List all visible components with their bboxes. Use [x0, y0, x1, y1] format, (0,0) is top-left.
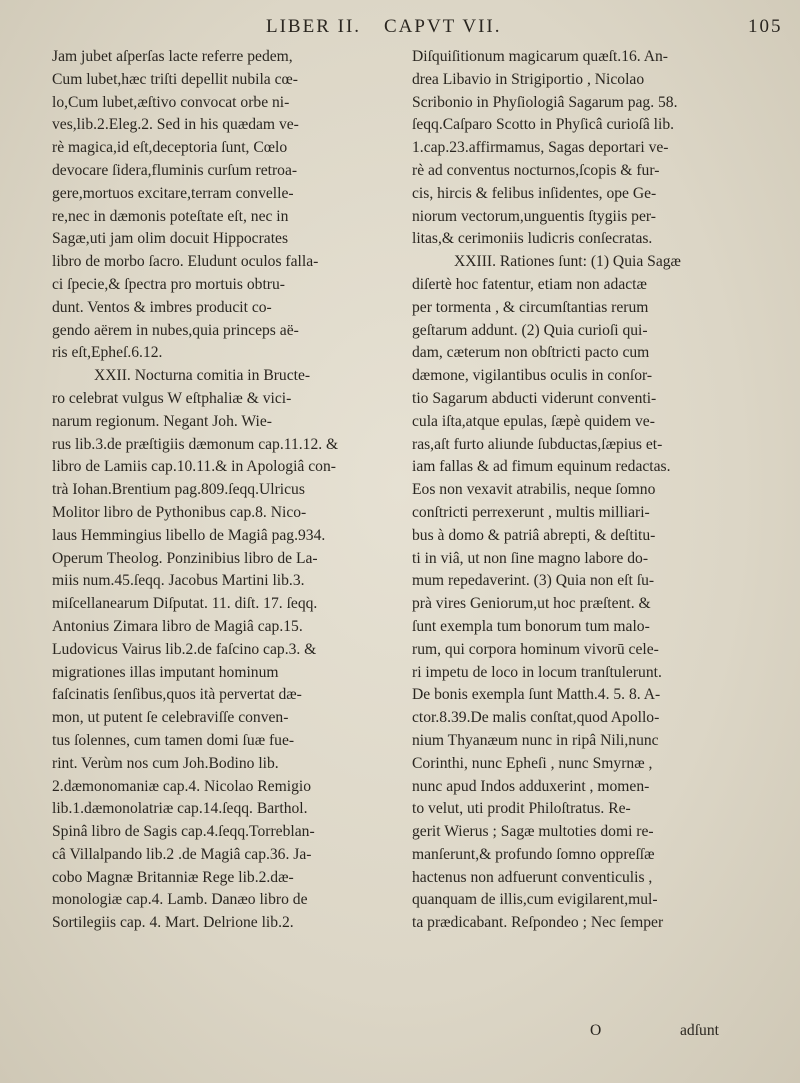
text-line: ctor.8.39.De malis conſtat,quod Apollo-: [412, 709, 660, 727]
text-line: Operum Theolog. Ponzinibius libro de La-: [52, 549, 318, 567]
text-line: devocare ſidera,fluminis curſum retroa-: [52, 161, 298, 179]
text-line: Molitor libro de Pythonibus cap.8. Nico-: [52, 503, 307, 521]
text-line: Ludovicus Vairus lib.2.de faſcino cap.3. &: [52, 640, 317, 658]
text-line: 1.cap.23.affirmamus, Sagas deportari ve-: [412, 139, 669, 157]
text-line: gendo aërem in nubes,quia princeps aë-: [52, 321, 299, 339]
text-line: hactenus non adfuerunt conventiculis ,: [412, 868, 653, 886]
text-line: cula iſta,atque epulas, ſæpè quidem ve-: [412, 412, 655, 430]
text-line: tio Sagarum abducti viderunt conventi-: [412, 389, 657, 407]
text-line: cobo Magnæ Britanniæ Rege lib.2.dæ-: [52, 868, 294, 886]
text-line: laus Hemmingius libello de Magiâ pag.934.: [52, 526, 326, 544]
text-line: rum, qui corpora hominum vivorū cele-: [412, 640, 659, 658]
text-line: ro celebrat vulgus W eſtphaliæ & vici-: [52, 389, 292, 407]
text-line: mon, ut putent ſe celebraviſſe conven-: [52, 709, 289, 727]
text-line: ta prædicabant. Reſpondeo ; Nec ſemper: [412, 914, 664, 932]
text-line: De bonis exempla ſunt Matth.4. 5. 8. A-: [412, 686, 661, 704]
text-line: gere,mortuos excitare,terram convelle-: [52, 184, 294, 202]
text-line: nunc apud Indos adduxerint , momen-: [412, 777, 650, 795]
text-line: miis num.45.ſeqq. Jacobus Martini lib.3.: [52, 572, 305, 590]
text-line: libro de Lamiis cap.10.11.& in Apologiâ con-: [52, 458, 336, 476]
running-header: [0, 16, 800, 42]
text-line: Cum lubet,hæc triſti depellit nubila cœ-: [52, 70, 298, 88]
text-line: rint. Verùm nos cum Joh.Bodino lib.: [52, 754, 279, 772]
right-text-column: [412, 46, 757, 935]
text-line: ras,aſt furto aliunde ſubductas,ſæpius et-: [412, 435, 663, 453]
text-line: to velut, uti prodit Philoſtratus. Re-: [412, 800, 631, 818]
text-line: geſtarum addunt. (2) Quia curioſi qui-: [412, 321, 648, 339]
text-line: prà vires Geniorum,ut hoc præſtent. &: [412, 595, 651, 613]
text-line: litas,& cerimoniis ludicris conſecratas.: [412, 230, 653, 248]
text-line: nium Thyanæum nunc in ripâ Nili,nunc: [412, 731, 659, 749]
left-text-column: [52, 46, 397, 935]
text-line: ves,lib.2.Eleg.2. Sed in his quædam ve-: [52, 116, 299, 134]
text-line: dæmone, vigilantibus oculis in conſor-: [412, 367, 653, 385]
text-line: per tormenta , & circumſtantias rerum: [412, 298, 649, 316]
running-title: LIBER II.: [266, 16, 362, 37]
text-line: rus lib.3.de præſtigiis dæmonum cap.11.12. &: [52, 435, 339, 453]
text-line: niorum vectorum,unguentis ſtygiis per-: [412, 207, 656, 225]
text-line: Sagæ,uti jam olim docuit Hippocrates: [52, 230, 289, 248]
text-line: Sortilegiis cap. 4. Mart. Delrione lib.2.: [52, 914, 294, 932]
text-line: Scribonio in Phyſiologiâ Sagarum pag. 58.: [412, 93, 678, 111]
text-line: rè ad conventus nocturnos,ſcopis & fur-: [412, 161, 660, 179]
chapter-heading: CAPVT VII.: [384, 16, 502, 37]
text-line: dunt. Ventos & imbres producit co-: [52, 298, 272, 316]
text-line: Diſquiſitionum magicarum quæſt.16. An-: [412, 48, 668, 65]
text-line: miſcellanearum Diſputat. 11. diſt. 17. ſeqq.: [52, 595, 318, 613]
text-line: drea Libavio in Strigiportio , Nicolao: [412, 70, 645, 88]
text-line: lib.1.dæmonolatriæ cap.14.ſeqq. Barthol.: [52, 800, 308, 818]
text-line: Eos non vexavit atrabilis, neque ſomno: [412, 481, 656, 499]
text-line: manſerunt,& profundo ſomno oppreſſæ: [412, 845, 655, 863]
text-line: mum repedaverint. (3) Quia non eſt ſu-: [412, 572, 655, 590]
text-line: re,nec in dæmonis poteſtate eſt, nec in: [52, 207, 289, 225]
text-line: ti in viâ, ut non ſine magno labore do-: [412, 549, 649, 567]
text-line: diſertè hoc fatentur, etiam non adactæ: [412, 275, 647, 293]
text-line: Corinthi, nunc Epheſi , nunc Smyrnæ ,: [412, 754, 653, 772]
text-line: ris eſt,Epheſ.6.12.: [52, 344, 163, 362]
text-line: monologiæ cap.4. Lamb. Danæo libro de: [52, 891, 308, 909]
text-line: ci ſpecie,& ſpectra pro mortuis obtru-: [52, 275, 285, 293]
text-line: tus ſolennes, cum tamen domi ſuæ fue-: [52, 731, 295, 749]
text-line: ſeqq.Caſparo Scotto in Phyſicâ curioſâ lib.: [412, 116, 675, 134]
text-line: Jam jubet aſperſas lacte referre pedem,: [52, 48, 293, 65]
text-line: ſunt exempla tum bonorum tum malo-: [412, 617, 650, 635]
text-line: trà Iohan.Brentium pag.809.ſeqq.Ulricus: [52, 481, 305, 499]
text-line: câ Villalpando lib.2 .de Magiâ cap.36. Ja-: [52, 845, 312, 863]
catchword: adſunt: [680, 1022, 719, 1039]
text-line: dam, cæterum non obſtricti pacto cum: [412, 344, 650, 362]
signature-mark: O: [590, 1022, 602, 1039]
text-line: 2.dæmonomaniæ cap.4. Nicolao Remigio: [52, 777, 311, 795]
text-line: rè magica,id eſt,deceptoria ſunt, Cœlo: [52, 139, 288, 157]
text-line: bus à domo & patriâ abrepti, & deſtitu-: [412, 526, 656, 544]
text-line: narum regionum. Negant Joh. Wie-: [52, 412, 272, 430]
text-line: Spinâ libro de Sagis cap.4.ſeqq.Torreblan-: [52, 823, 315, 841]
text-line: lo,Cum lubet,æſtivo convocat orbe ni-: [52, 93, 290, 111]
page-number: 105: [748, 16, 783, 37]
text-line: faſcinatis ſenſibus,quos ità pervertat dæ-: [52, 686, 302, 704]
text-line: cis, hircis & felibus inſidentes, ope Ge-: [412, 184, 657, 202]
text-line: libro de morbo ſacro. Eludunt oculos falla-: [52, 253, 319, 271]
text-line: ri impetu de loco in locum tranſtulerunt.: [412, 663, 662, 681]
text-line: XXIII. Rationes ſunt: (1) Quia Sagæ: [454, 253, 681, 271]
text-line: gerit Wierus ; Sagæ multoties domi re-: [412, 823, 654, 841]
text-line: conſtricti perrexerunt , multis milliari-: [412, 503, 650, 521]
text-line: iam fallas & ad fimum equinum redactas.: [412, 458, 671, 476]
text-line: migrationes illas imputant hominum: [52, 663, 279, 681]
text-line: quanquam de illis,cum evigilarent,mul-: [412, 891, 658, 909]
text-line: XXII. Nocturna comitia in Bructe-: [94, 367, 311, 385]
text-line: Antonius Zimara libro de Magiâ cap.15.: [52, 617, 303, 635]
